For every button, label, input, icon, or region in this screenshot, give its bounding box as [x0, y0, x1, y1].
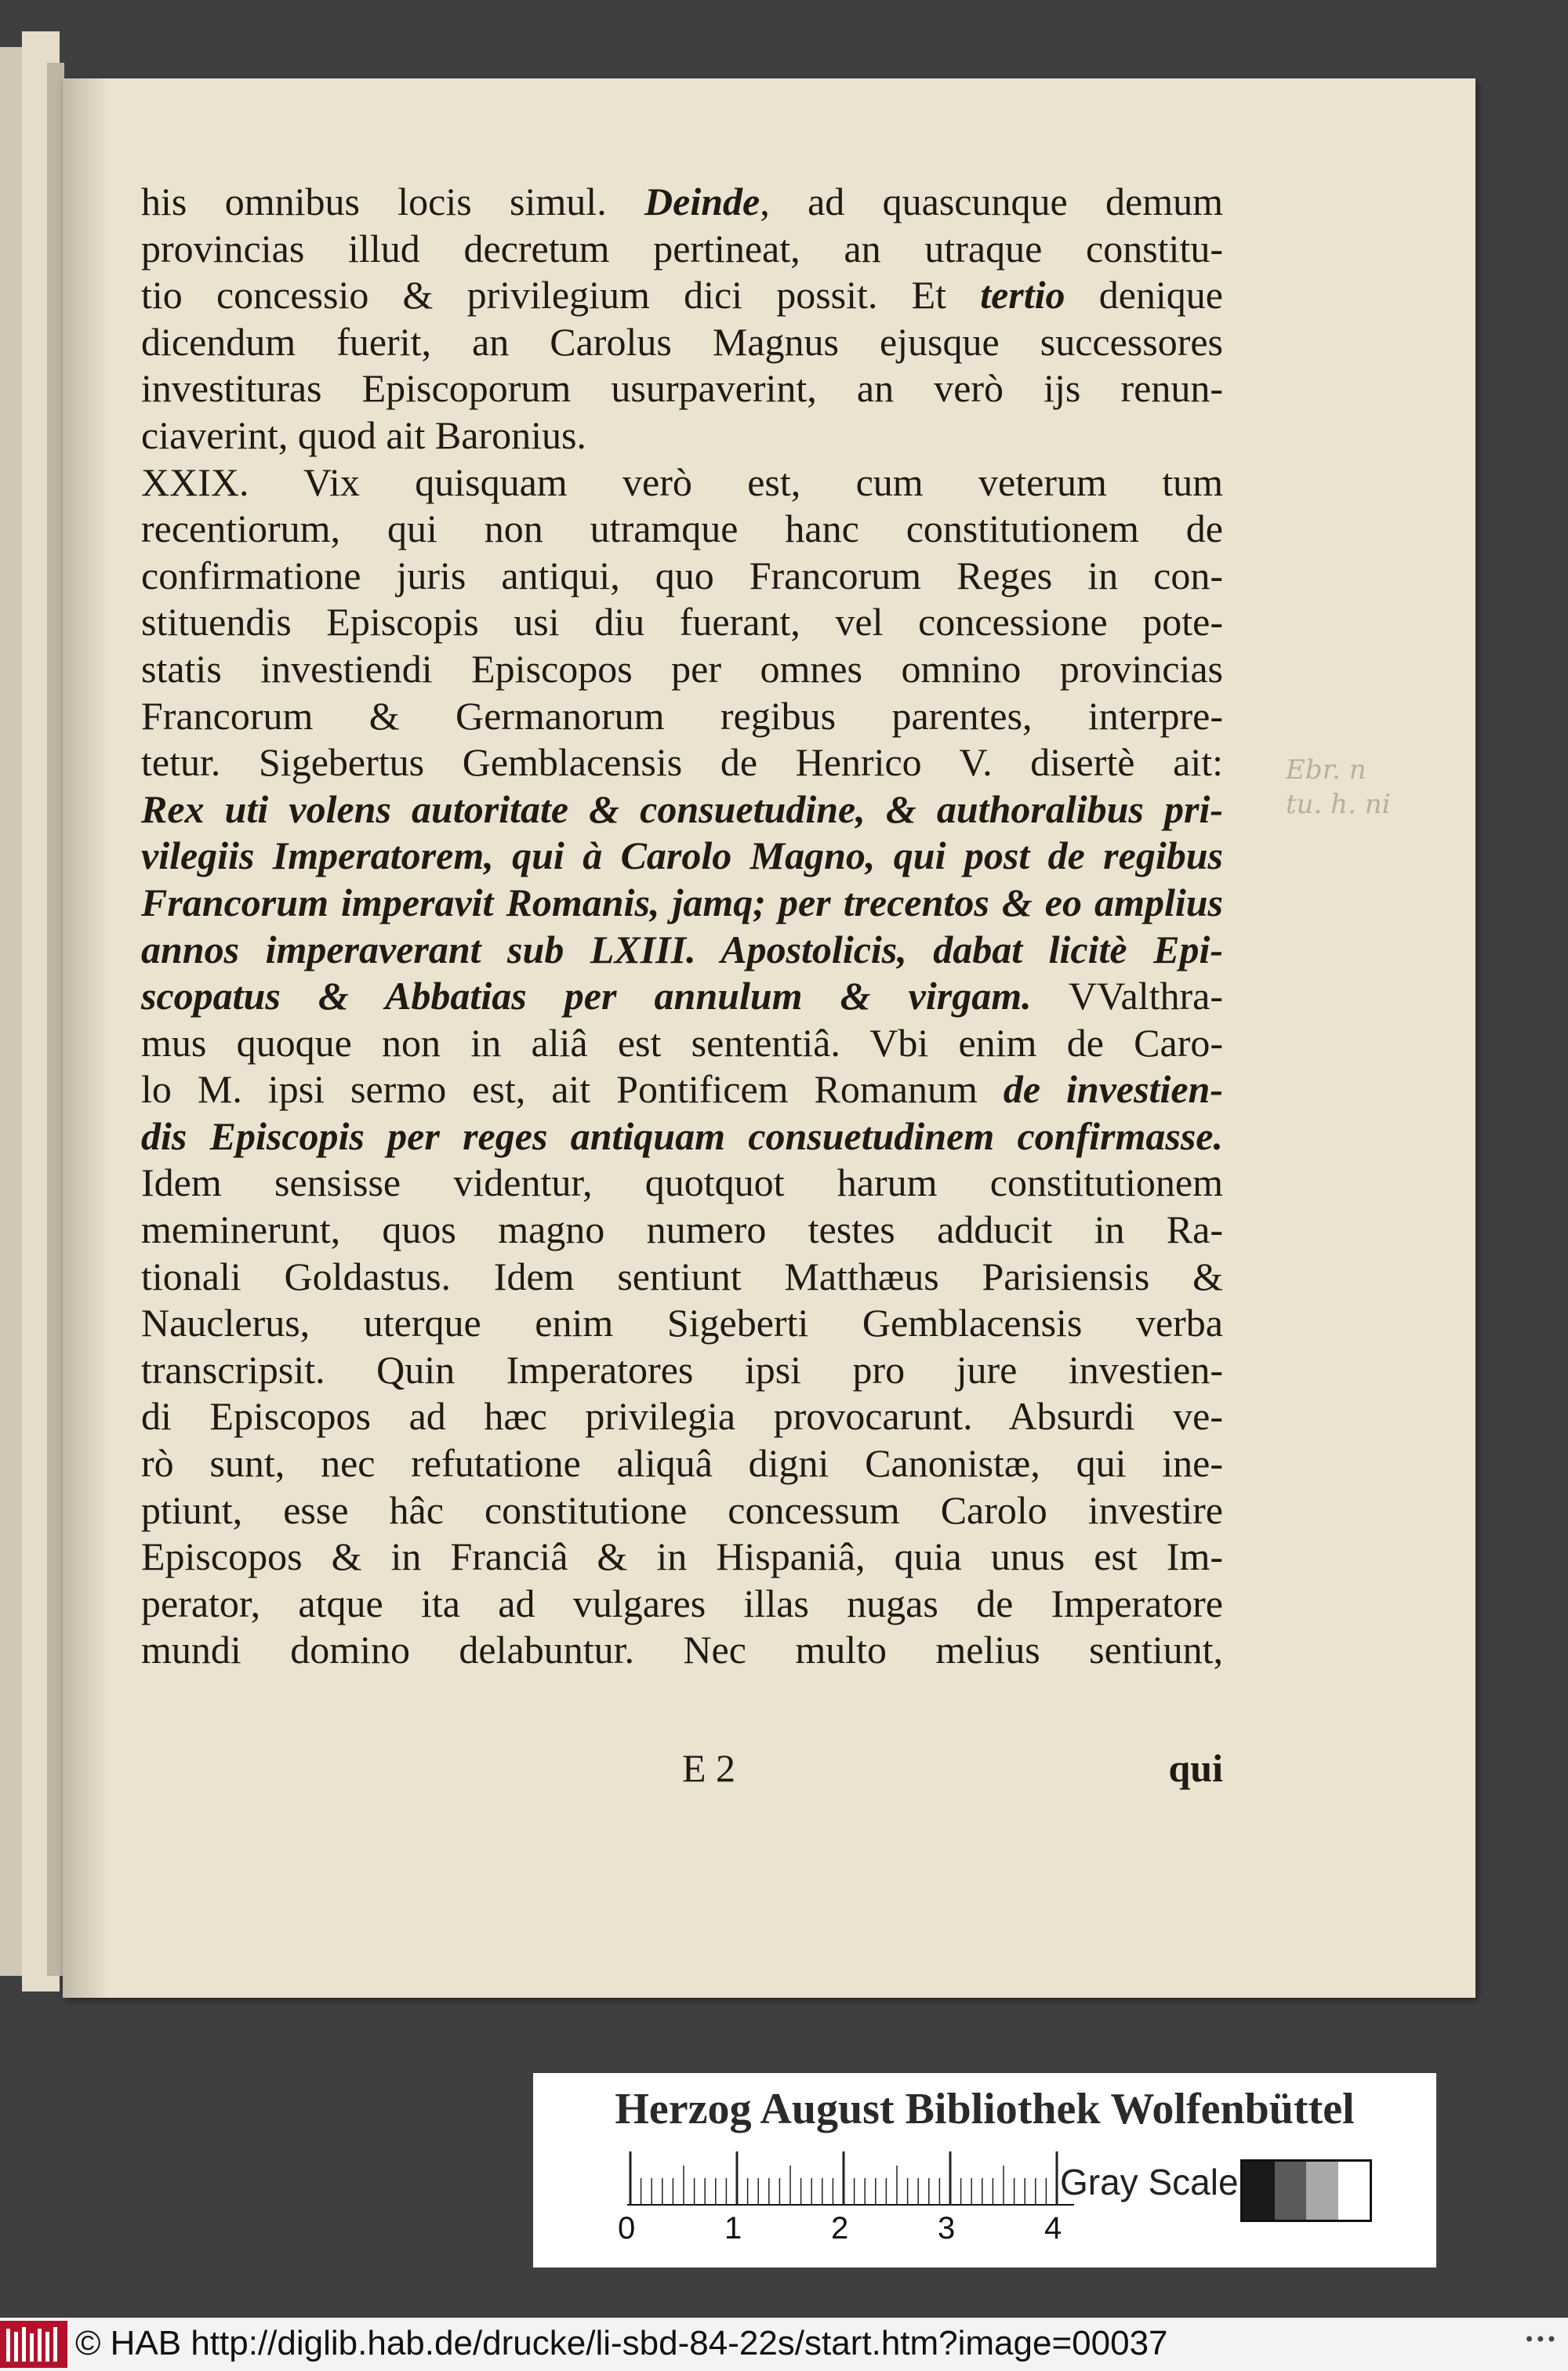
text-run: XXIX. Vix quisquam verò est, cum veterum tum [141, 459, 1223, 504]
text-line [141, 1627, 1223, 1674]
text-run: tio concessio & privilegium dici possit. Et [141, 273, 981, 318]
text-run: Episcopos & in Franciâ & in Hispaniâ, quia unus est Im- [141, 1534, 1223, 1579]
text-line [141, 646, 1223, 693]
ruler-scale [627, 2151, 1074, 2206]
text-line [141, 973, 1223, 1020]
catchword: qui [1168, 1746, 1223, 1790]
text-line [141, 319, 1223, 366]
italic-text: vilegiis Imperatorem, qui à Carolo Magno, qui post de regibus [141, 833, 1223, 878]
text-line [141, 179, 1223, 226]
viewer-footer [0, 2318, 1568, 2371]
text-line [141, 693, 1223, 740]
italic-text: Francorum imperavit Romanis, jamq; per trecentos & eo amplius [141, 880, 1223, 924]
text-run: statis investiendi Episcopos per omnes omnino provincias [141, 646, 1223, 691]
text-run: tionali Goldastus. Idem sentiunt Matthæus Parisiensis & [141, 1254, 1223, 1298]
italic-text: de investien- [1003, 1067, 1223, 1112]
italic-text: Deinde [644, 180, 760, 223]
text-run: mus quoque non in aliâ est sententiâ. Vbi enim de Caro- [141, 1020, 1223, 1065]
bleed-through-margin: Ebr. n tu. h. ni [1286, 754, 1391, 820]
text-run: Idem sensisse videntur, quotquot harum constitutionem [141, 1160, 1223, 1205]
text-run: provincias illud decretum pertineat, an utraque constitu- [141, 226, 1223, 271]
hab-logo-icon [0, 2321, 67, 2368]
text-run: meminerunt, quos magno numero testes adducit in Ra- [141, 1207, 1223, 1252]
text-run: denique [1065, 273, 1224, 318]
text-line [141, 833, 1223, 880]
italic-text: annos imperaverant sub LXIII. Apostolicis, dabat licitè Epi- [141, 927, 1223, 971]
text-run: confirmatione juris antiqui, quo Francorum Reges in con- [141, 553, 1223, 597]
text-line [141, 412, 1223, 459]
text-run: VValthra- [1031, 974, 1223, 1018]
text-line [141, 1207, 1223, 1254]
page-footer-line [141, 1745, 1223, 1792]
book-gutter [47, 63, 64, 1976]
text-run: recentiorum, qui non utramque hanc constitutionem de [141, 507, 1223, 551]
text-line [141, 1254, 1223, 1301]
text-run: tetur. Sigebertus Gemblacensis de Henrico V. disertè ait: [141, 740, 1223, 785]
source-url[interactable]: © HAB http://diglib.hab.de/drucke/li-sbd-84-22s/start.htm?image=00037 [75, 2324, 1168, 2362]
text-run: Francorum & Germanorum regibus parentes, interpre- [141, 693, 1223, 738]
gray-swatch [1306, 2162, 1338, 2220]
text-run: transcripsit. Quin Imperatores ipsi pro jure investien- [141, 1347, 1223, 1392]
text-line [141, 1113, 1223, 1160]
italic-text: Rex uti volens autoritate & consuetudine, & authoralibus pri- [141, 786, 1223, 831]
text-line [141, 1581, 1223, 1628]
ruler-number: 2 [831, 2211, 849, 2246]
text-line [141, 459, 1223, 507]
text-line [141, 506, 1223, 553]
text-run: mundi domino delabuntur. Nec multo melius sentiunt, [141, 1628, 1223, 1672]
gray-swatch [1243, 2162, 1275, 2220]
ruler-number: 4 [1044, 2211, 1062, 2246]
signature-mark: E 2 [682, 1746, 736, 1790]
text-line [141, 1440, 1223, 1487]
text-run: lo M. ipsi sermo est, ait Pontificem Romanum [141, 1067, 1004, 1112]
text-run: ptiunt, esse hâc constitutione concessum Carolo investire [141, 1487, 1223, 1532]
text-run: his omnibus locis simul. [141, 180, 645, 223]
text-line [141, 1534, 1223, 1581]
text-run: perator, atque ita ad vulgares illas nugas de Imperatore [141, 1581, 1223, 1625]
text-line [141, 786, 1223, 833]
italic-text: scopatus & Abbatias per annulum & virgam. [141, 974, 1032, 1018]
italic-text: dis Episcopis per reges antiquam consuetudinem confirmasse. [141, 1113, 1223, 1158]
text-run: Nauclerus, uterque enim Sigeberti Gemblacensis verba [141, 1301, 1223, 1345]
gray-scale-label: Gray Scale [1060, 2162, 1239, 2202]
text-line [141, 365, 1223, 412]
text-line [141, 1347, 1223, 1394]
text-run: , ad quascunque demum [760, 180, 1223, 223]
library-color-card [533, 2073, 1436, 2268]
gray-swatch [1275, 2162, 1307, 2220]
text-line [141, 927, 1223, 974]
text-line [141, 599, 1223, 646]
text-run: investituras Episcoporum usurpaverint, an verò ijs renun- [141, 366, 1223, 411]
text-line [141, 272, 1223, 319]
ruler-number: 1 [724, 2211, 742, 2246]
page-gutter-shadow [63, 78, 110, 1998]
text-line [141, 1300, 1223, 1347]
gray-swatch [1338, 2162, 1370, 2220]
ruler-number: 0 [618, 2211, 636, 2246]
text-line [141, 1066, 1223, 1113]
ruler-number: 3 [938, 2211, 956, 2246]
text-line [141, 880, 1223, 927]
text-line [141, 1160, 1223, 1207]
ruler-labels [618, 2211, 1088, 2250]
page-text [141, 179, 1223, 1674]
more-options-icon[interactable]: ••• [1523, 2329, 1557, 2351]
text-line [141, 226, 1223, 273]
text-line [141, 739, 1223, 786]
library-name: Herzog August Bibliothek Wolfenbüttel [615, 2085, 1355, 2133]
text-line [141, 1487, 1223, 1534]
text-line [141, 1020, 1223, 1067]
text-run: ciaverint, quod ait Baronius. [141, 412, 586, 457]
text-run: rò sunt, nec refutatione aliquâ digni Canonistæ, qui ine- [141, 1441, 1223, 1486]
text-run: dicendum fuerit, an Carolus Magnus ejusque successores [141, 319, 1223, 364]
text-run: di Episcopos ad hæc privilegia provocarunt. Absurdi ve- [141, 1394, 1223, 1439]
italic-text: tertio [980, 273, 1065, 318]
text-line [141, 553, 1223, 600]
text-line [141, 1393, 1223, 1440]
text-run: stituendis Episcopis usi diu fuerant, vel concessione pote- [141, 600, 1223, 644]
gray-scale-swatches [1240, 2159, 1372, 2222]
